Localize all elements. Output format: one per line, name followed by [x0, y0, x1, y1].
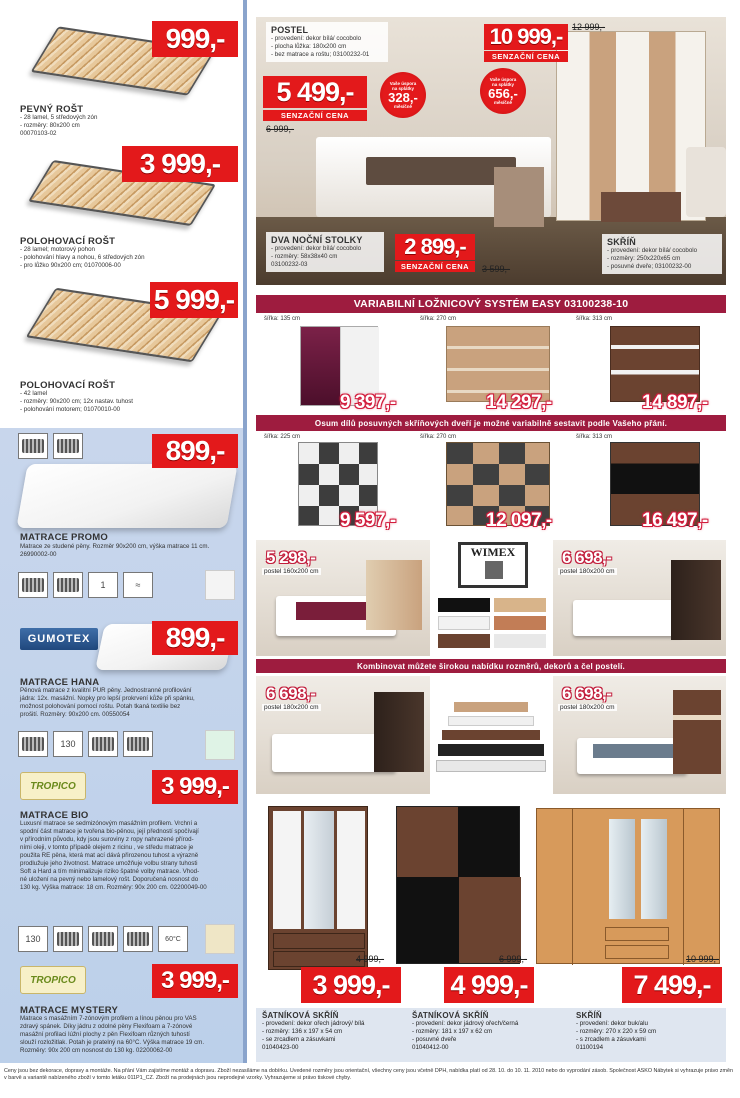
easy-mid-banner: Osum dílů posuvných skříňových dveří je možné variabilně sestavit podle Vašeho přání.: [256, 415, 726, 431]
wardrobe-1-image: [268, 806, 368, 970]
vase: [686, 147, 726, 217]
column-divider: [243, 0, 247, 1063]
wash-icon: ≈: [123, 572, 153, 598]
price-tag-bio: 3 999,-: [152, 770, 238, 804]
zones-icon: [123, 731, 153, 757]
mattress-promo-image: [16, 464, 237, 528]
wimex-sub-2: postel 180x200 cm: [560, 568, 615, 575]
bench: [601, 192, 681, 222]
product-title-mystery: MATRACE MYSTERY: [20, 1005, 118, 1016]
senzacni-cena-stolky: SENZAČNÍ CENA: [395, 261, 475, 272]
layers-icon-bio: [53, 926, 83, 952]
price-tag-wardrobe-1: 3 999,-: [301, 967, 401, 1003]
mattress-layer-icon: [53, 433, 83, 459]
mattress-profile-icon: [18, 572, 48, 598]
product-title-polohovaci-2: POLOHOVACÍ ROŠT: [20, 380, 116, 391]
profile-icon-bio: [88, 926, 118, 952]
wardrobe-3-image: [536, 808, 720, 964]
bed-throw: [494, 167, 544, 227]
mattress-zones-icon: [53, 572, 83, 598]
product-title-pevny: PEVNÝ ROŠT: [20, 104, 84, 115]
product-desc-bio: Luxusní matrace se sedmizónovým masážním profilem. Vrchní a spodní část matrace je tvořena bio-pěnou, její předností spočívají v přírodním původu, kdy jsou suroviny z ropy nahrazené přírod- ními oleji, v tomto případě olejem z ricinu , ve středu matrace je použita RE pěna, která mat ací dává přirozenou tuhost a výrazně prodlužuje jeho životnost. Matrace umožňuje volbu strany tuhosti Soft a Hard a tím minimalizuje riziko špatné volby matrace. Vhod- né uložení na pevný nebo lamelový rošt. Doporučená nosnost do 130 kg. Výška matrace: 18 cm. Rozměry: 90x 200 cm. 02200049-00: [20, 820, 207, 891]
wimex-price-2: 6 698,-: [562, 548, 612, 567]
material-sample-bio: [205, 924, 235, 954]
easy-card-4: šířka: 225 cm 9 597,-: [262, 434, 412, 532]
max-load-icon-bio: 130: [18, 926, 48, 952]
product-title-bio: MATRACE BIO: [20, 810, 89, 821]
material-sample: [205, 570, 235, 600]
price-tag-wardrobe-3: 7 499,-: [622, 967, 722, 1003]
easy-price-3: 14 897,-: [642, 392, 708, 413]
easy-card-6: šířka: 313 cm 16 497,-: [574, 434, 724, 532]
wardrobe-info-1: ŠATNÍKOVÁ SKŘÍŇ - provedení: dekor ořech jádrový/ bílá - rozměry: 136 x 197 x 54 cm - se zrcadlem a zásuvkami 01040423-00: [262, 1011, 365, 1051]
product-desc-polohovaci-1: - 28 lamel; motorový pohon - polohování hlavy a nohou, 6 středových zón - pro lůžko 90x200 cm; 01070006-00: [20, 246, 145, 269]
easy-card-3: šířka: 313 cm 14 897,-: [574, 316, 724, 412]
postel-info: POSTEL - provedení: dekor bílá/ cocobolo - plocha lůžka: 180x200 cm - bez matrace a roštu; 03100232-01: [266, 22, 388, 62]
wimex-sub-4: postel 180x200 cm: [560, 704, 615, 711]
easy-card-1: šířka: 135 cm 9 397,-: [262, 316, 412, 412]
zones-icon-bio: [123, 926, 153, 952]
price-tag-polohovaci-2: 5 999,-: [150, 282, 238, 318]
stolky-info: DVA NOČNÍ STOLKY - provedení: dekor bílá/ cocobolo - rozměry: 58x38x40 cm 03100232-03: [266, 232, 384, 272]
senzacni-cena-postel: SENZAČNÍ CENA: [263, 110, 367, 121]
skrin-info: SKŘÍŇ - provedení: dekor bílá/ cocobolo - rozměry: 250x220x65 cm - posuvné dveře; 03100232-00: [602, 234, 722, 274]
tropico-logo-mystery: TROPICO: [20, 966, 86, 994]
old-price-postel: 6 999,-: [266, 124, 295, 134]
wardrobe-313: [610, 326, 700, 402]
wimex-logo-box: [458, 542, 528, 588]
product-title-hana: MATRACE HANA: [20, 677, 100, 688]
max-load-icon: 130: [53, 731, 83, 757]
price-tag-hana: 899,-: [152, 621, 238, 655]
wardrobe-info-2: ŠATNÍKOVÁ SKŘÍŇ - provedení: dekor jádrový ořech/černá - rozměry: 181 x 197 x 62 cm - posuvné dveře 01040412-00: [412, 1011, 519, 1051]
mattress-foam-icon: [18, 433, 48, 459]
wardrobe-info-3: SKŘÍŇ - provedení: dekor buk/alu - rozměry: 270 x 220 x 59 cm - s zrcadlem a zásuvkami 01100194: [576, 1011, 657, 1051]
price-tag-postel: 5 499,-: [263, 76, 367, 108]
wash-60-icon: 60°C: [158, 926, 188, 952]
price-tag-promo: 899,-: [152, 434, 238, 468]
product-title-polohovaci-1: POLOHOVACÍ ROŠT: [20, 236, 116, 247]
gumotex-logo: GUMOTEX: [20, 628, 98, 650]
wimex-price-4: 6 698,-: [562, 684, 612, 703]
layers-icon: [88, 731, 118, 757]
old-price-wardrobe-3: 10 999,-: [686, 954, 720, 964]
old-price-skrin: 12 999,-: [572, 22, 606, 32]
wardrobe-2-image: [396, 806, 520, 964]
easy-price-4: 9 597,-: [340, 510, 396, 531]
easy-card-5: šířka: 270 cm 12 097,-: [418, 434, 568, 532]
footer-disclaimer: Ceny jsou bez dekorace, dopravy a montáže. Na přání Vám zajistíme montáž a dopravu. Zboží nezasíláme na dobírku. Uvedené rozměry jsou orientační, všechny ceny jsou včetně DPH, nabídka platí od 28. 10. do 10. 11. 2010 nebo do vyprodání zásob. Společnost ASKO Nábytek si vyhrazuje právo změn v barvě a variantě nabízeného zboží v tomto letáku 011P1_CZ. Zboží na prodejnách jsou neprodejné vzorky. Vyhrazujeme si právo tiskové chyby.: [4, 1068, 733, 1081]
wimex-logo-square: [485, 561, 503, 579]
easy-price-5: 12 097,-: [486, 510, 552, 531]
price-tag-polohovaci-1: 3 999,-: [122, 146, 238, 182]
wardrobe-270: [446, 326, 550, 402]
price-tag-mystery: 3 999,-: [152, 964, 238, 998]
one-side-icon: 1: [88, 572, 118, 598]
wimex-sub-1: postel 160x200 cm: [264, 568, 319, 575]
senzacni-cena-skrin: SENZAČNÍ CENA: [484, 51, 568, 62]
product-desc-hana: Pěnová matrace z kvalitní PUR pěny. Jednostranné profilování jádra: 12x. masážní. Nopky pro lepší prokrvení kůže při spánku, možnost polohování pomocí roštu. Potah tkaná textilie bez prošití. Rozměry: 90x200 cm. 00550054: [20, 687, 195, 718]
wimex-sub-3: postel 180x200 cm: [264, 704, 319, 711]
price-tag-stolky: 2 899,-: [395, 234, 475, 260]
product-desc-mystery: Matrace s masážním 7-zónovým profilem a línou pěnou pro VAS zdravý spánek. Díky jádru z odolné pěny Flexifoam a 7-zónové masážní profilaci lúžní plochy z pěn Flexifoam různých tuhostí slouží rozložitlak. Potah je pratelný na 60°C. Výška matrace 19 cm. Rozměry: 90x 200 cm nosnost do 130 kg. 02200062-00: [20, 1015, 205, 1054]
product-title-promo: MATRACE PROMO: [20, 532, 108, 543]
mattress-type-icon: [18, 731, 48, 757]
price-tag-skrin: 10 999,-: [484, 24, 568, 50]
old-price-stolky: 3 599,-: [482, 264, 511, 274]
easy-card-2: šířka: 270 cm 14 297,-: [418, 316, 568, 412]
wimex-banner: Kombinovat můžete širokou nabídku rozměrů, dekorů a čel postelí.: [256, 659, 726, 673]
old-price-wardrobe-2: 6 999,-: [499, 954, 528, 964]
installment-burst-postel: Vaše úspora na splátky 328,- měsíčně: [380, 72, 426, 118]
old-price-wardrobe-1: 4 999,-: [356, 954, 385, 964]
wimex-price-1: 5 298,-: [266, 548, 316, 567]
easy-price-2: 14 297,-: [486, 392, 552, 413]
wimex-bed-stack: [434, 676, 550, 794]
product-desc-promo: Matrace ze studené pěny. Rozměr 90x200 cm, výška matrace 11 cm. 26990002-00: [20, 543, 210, 558]
material-sample-green: [205, 730, 235, 760]
price-tag-wardrobe-2: 4 999,-: [444, 967, 534, 1003]
easy-price-6: 16 497,-: [642, 510, 708, 531]
tropico-logo: TROPICO: [20, 772, 86, 800]
product-desc-polohovaci-2: - 42 lamel - rozměry: 90x200 cm; 12x nastav. tuhost - polohování motorem; 01070010-00: [20, 390, 134, 413]
easy-system-banner: VARIABILNÍ LOŽNICOVÝ SYSTÉM EASY 03100238-10: [256, 295, 726, 313]
price-tag-pevny: 999,-: [152, 21, 238, 57]
installment-burst-skrin: Vaše úspora na splátky 656,- měsíčně: [480, 68, 526, 114]
easy-price-1: 9 397,-: [340, 392, 396, 413]
product-desc-pevny: - 28 lamel, 5 středových zón - rozměry: 80x200 cm 00070103-02: [20, 114, 98, 137]
wimex-center: [434, 540, 550, 656]
wimex-logo-text: WIMEX: [470, 545, 516, 559]
wimex-price-3: 6 698,-: [266, 684, 316, 703]
